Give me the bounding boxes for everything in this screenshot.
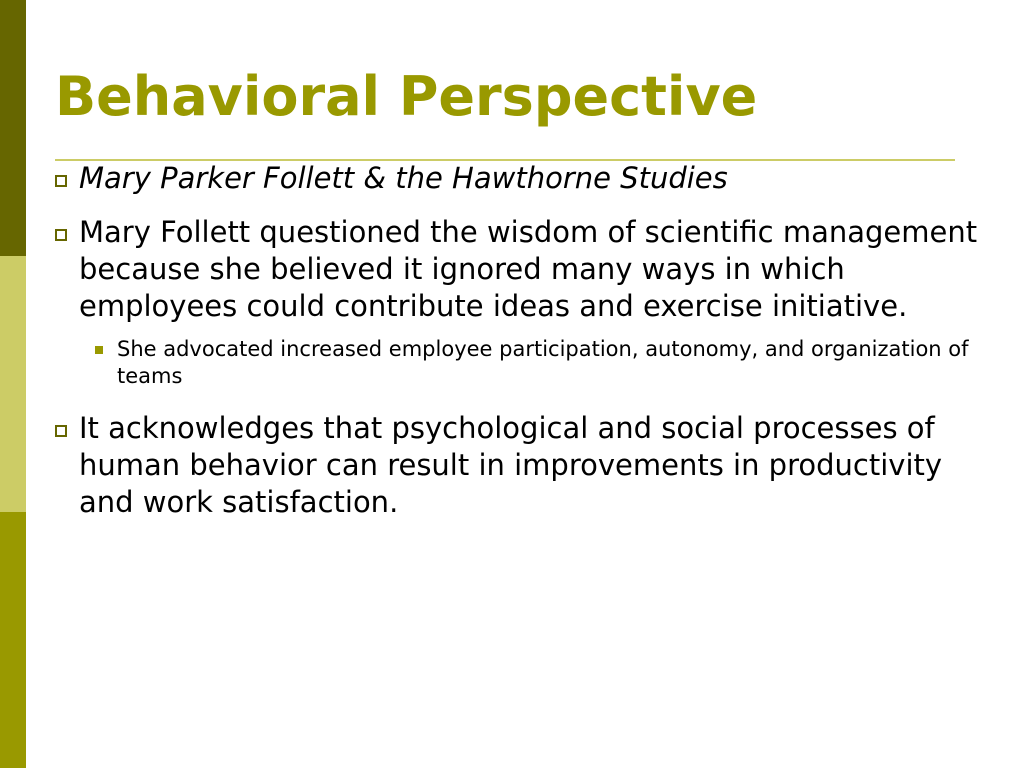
hollow-square-bullet-icon (55, 425, 67, 437)
slide-title: Behavioral Perspective (55, 65, 758, 128)
hollow-square-bullet-icon (55, 175, 67, 187)
hollow-square-bullet-icon (55, 229, 67, 241)
side-bar-segment-top (0, 0, 26, 256)
side-bar-segment-middle (0, 256, 26, 512)
slide-body (55, 160, 985, 521)
bullet-text: Mary Parker Follett & the Hawthorne Studies (79, 161, 728, 195)
bullet-item-1 (55, 160, 985, 197)
bullet-item-2 (55, 214, 985, 325)
bullet-text: Mary Follett questioned the wisdom of scientific management because she believed it ignored many ways in which employees could contribute ideas and exercise initiative. (79, 215, 978, 323)
side-bar-segment-bottom (0, 512, 26, 768)
sub-bullet-item-1 (95, 336, 985, 390)
bullet-text: It acknowledges that psychological and social processes of human behavior can result in improvements in productivity and work satisfaction. (79, 411, 943, 519)
filled-square-bullet-icon (95, 346, 103, 354)
sub-bullet-text: She advocated increased employee participation, autonomy, and organization of teams (117, 337, 969, 388)
bullet-item-3 (55, 410, 985, 521)
